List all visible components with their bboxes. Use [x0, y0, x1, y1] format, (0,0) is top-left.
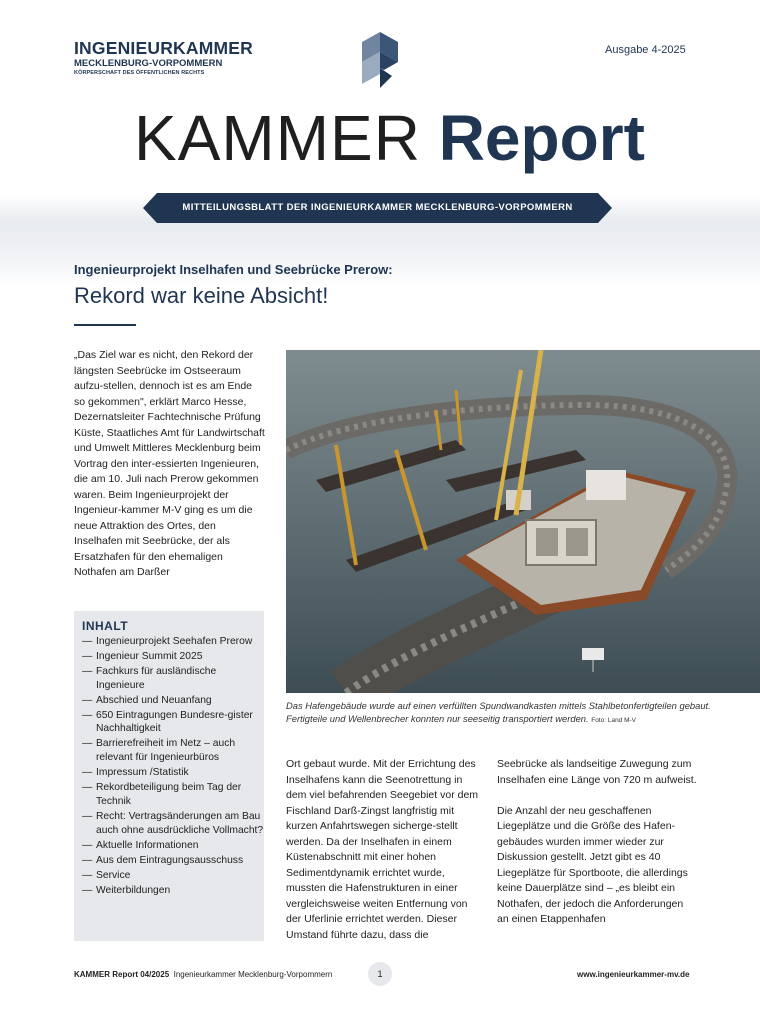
page-number: 1	[368, 962, 392, 986]
contents-item: — Rekordbeteiligung beim Tag der Technik	[82, 781, 264, 808]
contents-item: — Aktuelle Informationen	[82, 839, 264, 853]
contents-item: — 650 Eintragungen Bundesre-gister Nachhaltigkeit	[82, 709, 264, 736]
banner-text: MITTEILUNGSBLATT DER INGENIEURKAMMER MECKLENBURG-VORPOMMERN	[182, 202, 573, 213]
photo-caption	[286, 699, 726, 727]
footer-pub-org: Ingenieurkammer Mecklenburg-Vorpommern	[173, 970, 333, 979]
contents-item: — Recht: Vertragsänderungen am Bau auch ohne ausdrückliche Vollmacht?	[82, 810, 264, 837]
org-subtitle: KÖRPERSCHAFT DES ÖFFENTLICHEN RECHTS	[74, 70, 205, 76]
photo-credit: Foto: Land M-V	[591, 717, 637, 724]
harbor-construction-photo	[286, 350, 760, 693]
masthead-bold: Report	[438, 102, 645, 174]
masthead-title	[134, 103, 645, 173]
article-kicker: Ingenieurprojekt Inselhafen und Seebrücke Prerow:	[74, 262, 393, 277]
org-name: INGENIEURKAMMER	[74, 38, 253, 58]
subtitle-banner	[143, 193, 612, 223]
footer-publication	[74, 970, 332, 979]
article-headline: Rekord war keine Absicht!	[74, 283, 329, 308]
column-3-paragraph-2: Die Anzahl der neu geschaffenen Liegeplätze und die Größe des Hafen-gebäudes wurden immer wieder zur Diskussion gestellt. Jetzt gibt es 40 Liegeplätze für Sportboote, die allerdings keine Dauerplätze sind – „es bleibt ein Nothafen, der jedoch die Anforderungen an einen Etappenhafen	[497, 804, 688, 925]
contents-item: — Ingenieur Summit 2025	[82, 650, 264, 664]
contents-item: — Fachkurs für ausländische Ingenieure	[82, 665, 264, 692]
contents-item: — Ingenieurprojekt Seehafen Prerow	[82, 635, 264, 649]
article-column-2: Ort gebaut wurde. Mit der Errichtung des Inselhafens kann die Seenotrettung in dem viel befahrenden Seegebiet vor dem Fischland Darß-Zingst langfristig mit kurzen Anfahrtswegen sicherge-stellt werden. Da der Inselhafen in einem Küstenabschnitt mit einer hohen Sedimentdynamik errichtet wurde, mussten die Hafenstrukturen in einer vergleichsweise weiten Entfernung von der Uferlinie errichtet werden. Dieser Umstand führte dazu, dass die	[286, 758, 479, 941]
contents-title: INHALT	[82, 619, 129, 633]
contents-item: — Weiterbildungen	[82, 884, 264, 898]
masthead-light: KAMMER	[134, 102, 421, 174]
contents-list	[82, 635, 264, 897]
org-region: MECKLENBURG-VORPOMMERN	[74, 58, 223, 69]
caption-text: Das Hafengebäude wurde auf einen verfüllten Spundwandkasten mittels Stahlbetonfertigteilen gebaut. Fertigteile und Wellenbrecher konnten nur seeseitig transportiert werden.	[286, 700, 711, 724]
contents-item: — Aus dem Eintragungsausschuss	[82, 854, 264, 868]
issue-number: Ausgabe 4-2025	[605, 44, 686, 56]
article-intro: „Das Ziel war es nicht, den Rekord der längsten Seebrücke im Ostseeraum aufzu-stellen, dennoch ist es am Ende so gekommen", erklärt Marco Hesse, Dezernatsleiter Fachtechnische Prüfung Küste, Staatliches Amt für Landwirtschaft und Umwelt Mittleres Mecklenburg beim Vortrag den inter-essierten Ingenieuren, die am 10. Juli nach Prerow gekommen waren. Beim Ingenieurprojekt der Ingenieur-kammer M-V ging es um die neue Attraktion des Ortes, den Inselhafen mit Seebrücke, der als Ersatzhafen für den ehemaligen Nothafen am Darßer	[74, 349, 265, 578]
contents-item: — Abschied und Neuanfang	[82, 694, 264, 708]
article-column-3	[497, 757, 697, 928]
contents-box	[74, 611, 264, 941]
contents-item: — Barrierefreiheit im Netz – auch relevant für Ingenieurbüros	[82, 737, 264, 764]
contents-item: — Service	[82, 869, 264, 883]
column-3-paragraph-1: Seebrücke als landseitige Zuwegung zum Inselhafen eine Länge von 720 m aufweist.	[497, 758, 697, 786]
contents-item: — Impressum /Statistik	[82, 766, 264, 780]
chamber-logo-icon	[362, 32, 398, 88]
footer-url[interactable]: www.ingenieurkammer-mv.de	[577, 970, 690, 979]
headline-rule	[74, 324, 136, 326]
footer-pub-title: KAMMER Report 04/2025	[74, 970, 170, 979]
